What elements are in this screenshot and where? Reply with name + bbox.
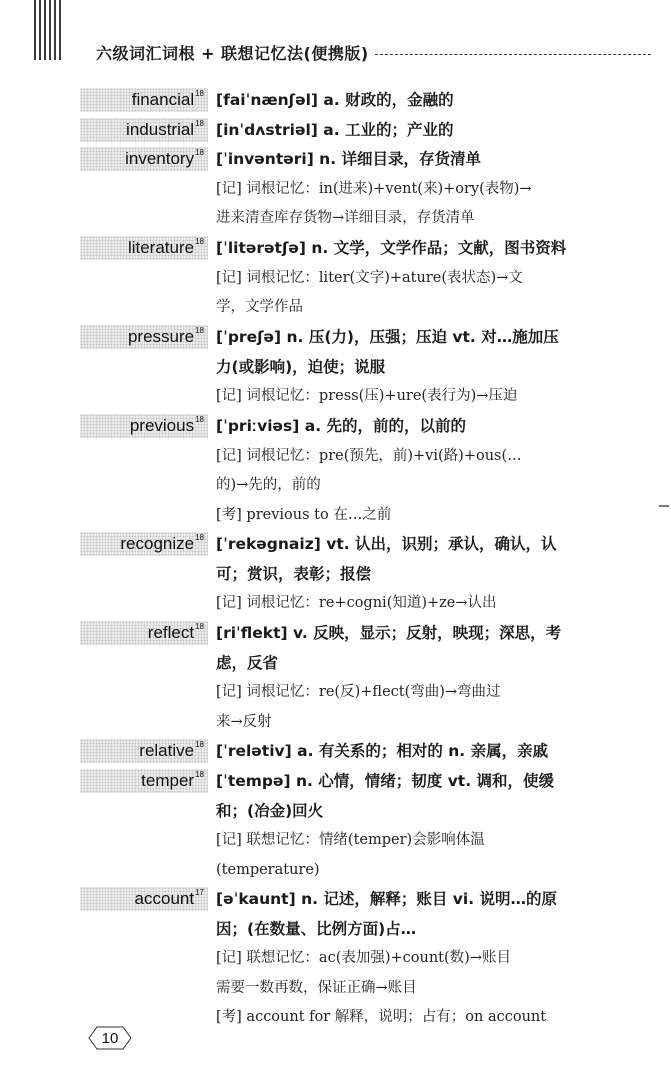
memory-note-line: 需要一数再数，保证正确→账目	[216, 980, 417, 996]
definition-line: [ˈrelətiv] a. 有关系的；相对的 n. 亲属，亲戚	[216, 742, 549, 760]
headword: literature	[127, 238, 195, 257]
binding-decoration	[34, 0, 64, 60]
headword: relative	[139, 741, 195, 760]
headword-box	[80, 325, 208, 349]
memory-note-line: [记] 词根记忆：re(反)+flect(弯曲)→弯曲过	[216, 684, 501, 700]
headword: recognize	[120, 534, 195, 553]
definition-line: [əˈkaunt] n. 记述，解释；账目 vi. 说明…的原	[216, 890, 557, 908]
headword-box	[80, 621, 208, 645]
frequency-mark: 18	[195, 533, 204, 542]
definition-line: 虑，反省	[216, 654, 279, 672]
definition-line: [inˈdʌstriəl] a. 工业的；产业的	[216, 121, 454, 139]
memory-note-line: 进来清查库存货物→详细目录，存货清单	[216, 210, 475, 226]
definition-line: [ˈtempə] n. 心情，情绪；韧度 vt. 调和，使缓	[216, 772, 555, 790]
frequency-mark: 18	[195, 119, 204, 128]
memory-note-line: [记] 词根记忆：pre(预先，前)+vi(路)+ous(…	[216, 448, 522, 464]
memory-note-line: (temperature)	[216, 862, 320, 878]
definition-line: 可；赏识，表彰；报偿	[216, 565, 372, 583]
definition-line: [ˈlitərətʃə] n. 文学，文学作品；文献，图书资料	[216, 239, 567, 257]
memory-note-line: [记] 词根记忆：in(进来)+vent(来)+ory(表物)→	[216, 181, 532, 197]
headword-box	[80, 532, 208, 556]
headword-box	[80, 769, 208, 793]
headword-box	[80, 739, 208, 763]
definition-line: [ˈpreʃə] n. 压(力)，压强；压迫 vt. 对…施加压	[216, 328, 559, 346]
headword: previous	[129, 416, 195, 435]
frequency-mark: 18	[195, 415, 204, 424]
memory-note-line: [记] 词根记忆：re+cogni(知道)+ze→认出	[216, 595, 497, 611]
definition-line: [riˈflekt] v. 反映，显示；反射，映现；深思，考	[216, 624, 562, 642]
headword-box	[80, 88, 208, 112]
headword-box	[80, 887, 208, 911]
frequency-mark: 17	[195, 888, 204, 897]
memory-note-line: [考] previous to 在…之前	[216, 507, 392, 523]
memory-note-line: [考] account for 解释，说明；占有；on account	[216, 1009, 547, 1025]
headword: temper	[141, 771, 195, 790]
headword: reflect	[147, 623, 195, 642]
frequency-mark: 18	[195, 770, 204, 779]
page-number-badge	[88, 1026, 132, 1050]
memory-note-line: [记] 联想记忆：ac(表加强)+count(数)→账目	[216, 950, 511, 966]
headword: financial	[131, 90, 195, 109]
definition-line: 因；(在数量、比例方面)占…	[216, 920, 417, 938]
definition-line: [ˈpriːviəs] a. 先的，前的，以前的	[216, 417, 466, 435]
memory-note-line: 来→反射	[216, 714, 272, 730]
definition-line: 力(或影响)，迫使；说服	[216, 358, 386, 376]
headword-box	[80, 118, 208, 142]
definition-line: [faiˈnænʃəl] a. 财政的，金融的	[216, 91, 454, 109]
scan-mark	[659, 505, 669, 507]
frequency-mark: 18	[195, 148, 204, 157]
memory-note-line: [记] 词根记忆：press(压)+ure(表行为)→压迫	[216, 388, 518, 404]
page-number: 10	[101, 1029, 119, 1047]
definition-line: 和；(冶金)回火	[216, 802, 324, 820]
headword-box	[80, 414, 208, 438]
frequency-mark: 18	[195, 89, 204, 98]
headword-box	[80, 236, 208, 260]
page-header	[96, 40, 651, 64]
book-title: 六级词汇词根 + 联想记忆法(便携版)	[96, 43, 369, 63]
frequency-mark: 18	[195, 326, 204, 335]
definition-line: [ˈinvəntəri] n. 详细目录，存货清单	[216, 150, 482, 168]
header-rule	[375, 54, 651, 55]
headword-box	[80, 147, 208, 171]
headword: account	[134, 889, 195, 908]
headword: pressure	[127, 327, 195, 346]
memory-note-line: 的)→先的，前的	[216, 477, 321, 493]
frequency-mark: 18	[195, 622, 204, 631]
headword: industrial	[126, 120, 195, 139]
memory-note-line: [记] 联想记忆：情绪(temper)会影响体温	[216, 832, 485, 848]
memory-note-line: 学，文学作品	[216, 299, 303, 315]
memory-note-line: [记] 词根记忆：liter(文字)+ature(表状态)→文	[216, 270, 523, 286]
frequency-mark: 18	[195, 740, 204, 749]
headword: inventory	[125, 149, 195, 168]
definition-line: [ˈrekəgnaiz] vt. 认出，识别；承认，确认，认	[216, 535, 557, 553]
frequency-mark: 18	[195, 237, 204, 246]
